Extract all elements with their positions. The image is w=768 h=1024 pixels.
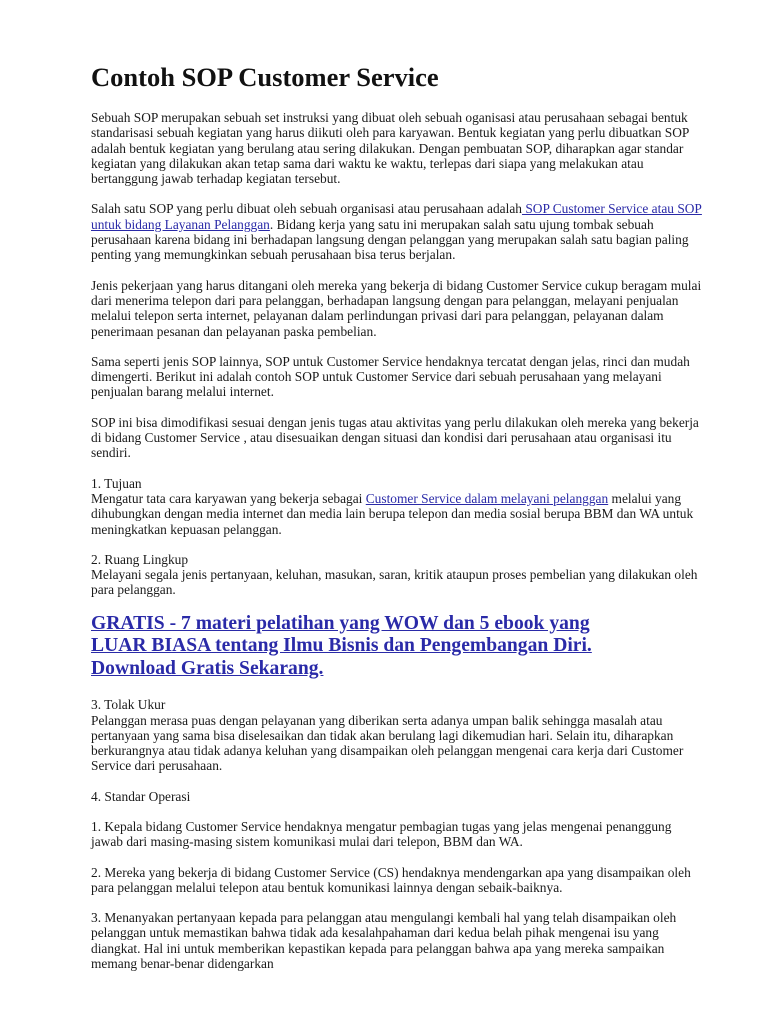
page-title: Contoh SOP Customer Service bbox=[91, 62, 439, 92]
section-heading: 3. Tolak Ukur bbox=[91, 697, 166, 713]
section-text: melalui yang dihubungkan dengan media internet dan media lain berupa telepon dan media sosial berupa BBM dan WA untuk meningkatkan kepuasan pelanggan. bbox=[91, 490, 694, 537]
customer-service-link[interactable]: Customer Service dalam melayani pelanggan bbox=[365, 490, 609, 506]
section-text: Mengatur tata cara karyawan yang bekerja sebagai bbox=[91, 490, 366, 506]
promo-line: LUAR BIASA tentang Ilmu Bisnis dan Pengembangan Diri. bbox=[91, 635, 592, 657]
document-body bbox=[91, 60, 706, 986]
section-tujuan bbox=[91, 476, 706, 537]
paragraph-modification: SOP ini bisa dimodifikasi sesuai dengan jenis tugas atau aktivitas yang perlu dilakukan oleh mereka yang bekerja di bidang Customer Service , atau disesuaikan dengan situasi dan kondisi dari perusahaan atau organisasi itu sendiri. bbox=[91, 414, 699, 461]
promo-line: Download Gratis Sekarang. bbox=[91, 657, 324, 679]
paragraph-sop-customer-service bbox=[91, 201, 706, 262]
list-item: 3. Menanyakan pertanyaan kepada para pelanggan atau mengulangi kembali hal yang telah disampaikan oleh pelanggan untuk memastikan bahwa tidak ada kesalahpahaman dari kedua belah pihak mengenai isu yang diangkat. Hal ini untuk memberikan kepastikan kepada para pelanggan bahwa apa yang mereka sampaikan memang benar-benar didengarkan bbox=[91, 910, 677, 972]
section-heading: 2. Ruang Lingkup bbox=[91, 551, 189, 567]
promo-banner bbox=[91, 613, 706, 681]
sop-customer-service-link[interactable]: SOP Customer Service atau SOP untuk bidang Layanan Pelanggan bbox=[91, 201, 702, 232]
paragraph-job-types: Jenis pekerjaan yang harus ditangani oleh mereka yang bekerja di bidang Customer Service cukup beragam mulai dari menerima telepon dari para pelanggan, berhadapan langsung dengan para pelanggan, melayani penjualan melalui telepon serta internet, pelayanan dalam perlindungan privasi dari para pelanggan, pelayanan dalam penerimaan pesanan dan pelayanan paska pembelian. bbox=[91, 277, 702, 339]
list-item: 2. Mereka yang bekerja di bidang Customer Service (CS) hendaknya mendengarkan apa yang disampaikan oleh para pelanggan melalui telepon atau bentuk komunikasi lainnya dengan sebaik-baiknya. bbox=[91, 864, 691, 895]
intro-paragraph: Sebuah SOP merupakan sebuah set instruksi yang dibuat oleh sebuah oganisasi atau perusahaan sebagai bentuk standarisasi sebuah kegiatan yang harus diikuti oleh para karyawan. Bentuk kegiatan yang perlu dibuatkan SOP adalah bentuk kegiatan yang berulang atau sering dilakukan. Dengan pembuatan SOP, diharapkan agar standar kegiatan yang dilakukan akan tetap sama dari waktu ke waktu, terlepas dari siapa yang melakukan atau bertanggung jawab terhadap kegiatan tersebut. bbox=[91, 110, 689, 187]
paragraph-text: . Bidang kerja yang satu ini merupakan salah satu ujung tombak sebuah perusahaan karena bidang ini berhadapan langsung dengan pelanggan yang merupakan salah satu bagian paling penting yang memungkinkan sebuah perusahaan bisa terus berjalan. bbox=[91, 216, 689, 263]
section-text: Melayani segala jenis pertanyaan, keluhan, masukan, saran, kritik ataupun proses pembelian yang dilakukan oleh para pelanggan. bbox=[91, 567, 698, 598]
paragraph-text: Salah satu SOP yang perlu dibuat oleh sebuah organisasi atau perusahaan adalah bbox=[91, 201, 522, 217]
section-heading: 1. Tujuan bbox=[91, 475, 142, 491]
section-standar-operasi-heading: 4. Standar Operasi bbox=[91, 788, 191, 804]
section-text: Pelanggan merasa puas dengan pelayanan yang diberikan serta adanya umpan balik sehingga masalah atau pertanyaan yang sama bisa diselesaikan dan tidak akan berulang lagi dikemudian hari. Selain itu, diharapkan berkurangnya atau tidak adanya keluhan yang disampaikan oleh pelanggan mengenai cara kerja dari Customer Service dari perusahaan. bbox=[91, 712, 684, 774]
promo-line: GRATIS - 7 materi pelatihan yang WOW dan 5 ebook yang bbox=[91, 612, 590, 634]
paragraph-sop-example: Sama seperti jenis SOP lainnya, SOP untuk Customer Service hendaknya tercatat dengan jelas, rinci dan mudah dimengerti. Berikut ini adalah contoh SOP untuk Customer Service dari sebuah perusahaan yang melayani penjualan barang melalui internet. bbox=[91, 353, 690, 400]
section-tolak-ukur bbox=[91, 697, 706, 773]
promo-link[interactable] bbox=[91, 613, 706, 679]
section-ruang-lingkup bbox=[91, 552, 706, 598]
list-item: 1. Kepala bidang Customer Service hendaknya mengatur pembagian tugas yang jelas mengenai penanggung jawab dari masing-masing sistem komunikasi mulai dari telepon, BBM dan WA. bbox=[91, 819, 672, 850]
